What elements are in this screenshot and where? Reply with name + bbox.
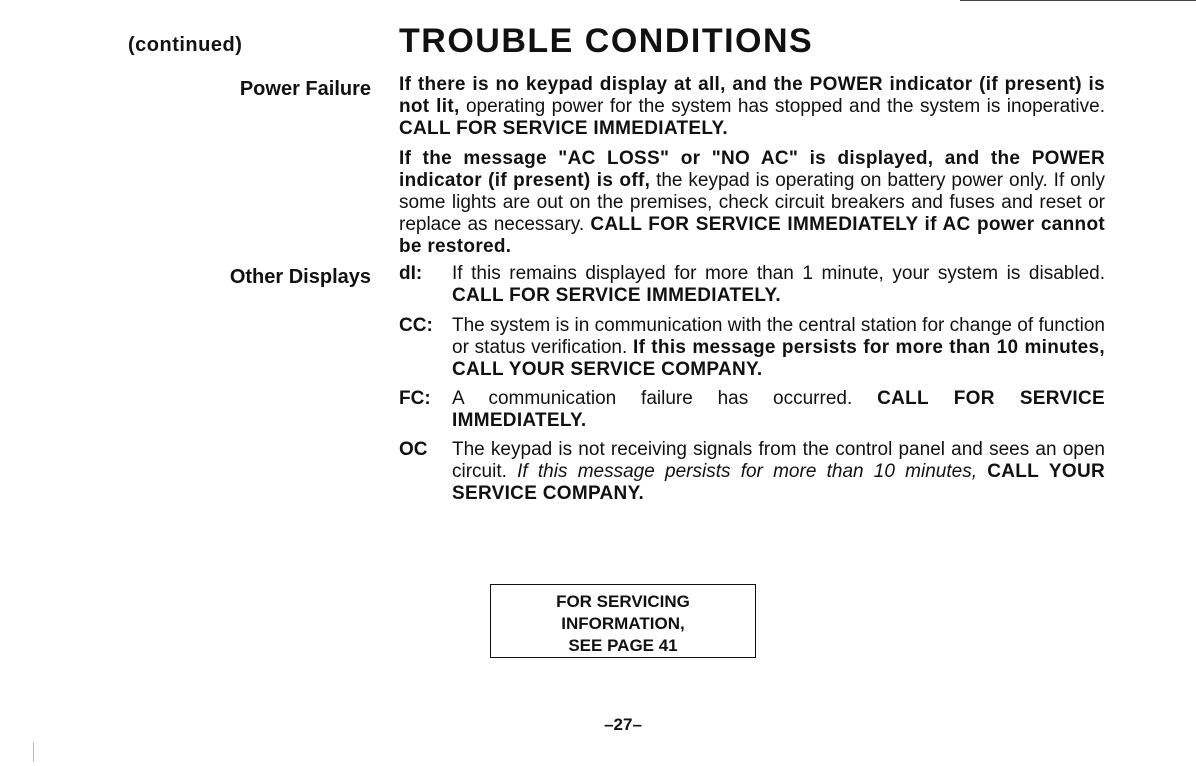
- power-failure-paragraph-1: [399, 74, 1105, 140]
- section-label-other-displays: Other Displays: [229, 266, 371, 288]
- display-code: dI:: [399, 263, 423, 284]
- display-code-description: [452, 439, 1105, 505]
- power-failure-paragraph-2: [399, 148, 1105, 258]
- section-label-power-failure: Power Failure: [239, 78, 371, 100]
- servicing-info-line: FOR SERVICING: [556, 592, 690, 611]
- emphasis-text: CALL FOR SERVICE IMMEDIATELY.: [452, 285, 781, 306]
- display-code: FC:: [399, 388, 431, 409]
- emphasis-text: If there is no keypad display at all, and the POWER indicator (if present) is not lit,: [399, 74, 1105, 117]
- italic-text: If this message persists for more than 10 minutes,: [517, 461, 988, 482]
- margin-mark: [33, 742, 34, 762]
- emphasis-text: If this message persists for more than 10 minutes, CALL YOUR SERVICE COMPANY.: [452, 337, 1105, 380]
- servicing-info-line: SEE PAGE 41: [568, 636, 678, 655]
- display-code-description: [452, 315, 1105, 381]
- body-text: The keypad is not receiving signals from the control panel and sees an open circuit.: [452, 439, 1105, 482]
- emphasis-text: If the message "AC LOSS" or "NO AC" is displayed, and the POWER indicator (if present) is off,: [399, 148, 1105, 191]
- emphasis-text: CALL FOR SERVICE IMMEDIATELY if AC power cannot be restored.: [399, 214, 1105, 257]
- servicing-info-line: INFORMATION,: [561, 614, 685, 633]
- page-number: –27–: [604, 715, 642, 734]
- body-text: the keypad is operating on battery power only. If only some lights are out on the premises, check circuit breakers and fuses and reset or replace as necessary.: [399, 170, 1105, 235]
- display-code-description: [452, 263, 1105, 307]
- body-text: If this remains displayed for more than 1 minute, your system is disabled.: [452, 263, 1105, 284]
- display-code: OC: [399, 439, 428, 460]
- body-text: A communication failure has occurred.: [452, 388, 878, 409]
- body-text: operating power for the system has stopped and the system is inoperative.: [459, 96, 1105, 117]
- continued-label: (continued): [128, 34, 243, 56]
- servicing-info-box: [490, 584, 756, 658]
- display-code: CC:: [399, 315, 433, 336]
- body-text: The system is in communication with the central station for change of function or status verification.: [452, 315, 1105, 358]
- display-code-description: [452, 388, 1105, 432]
- emphasis-text: CALL FOR SERVICE IMMEDIATELY.: [452, 388, 1105, 431]
- page-title: TROUBLE CONDITIONS: [399, 22, 814, 60]
- top-rule: [960, 0, 1196, 1]
- emphasis-text: CALL FOR SERVICE IMMEDIATELY.: [399, 118, 728, 139]
- emphasis-text: CALL YOUR SERVICE COMPANY.: [452, 461, 1105, 504]
